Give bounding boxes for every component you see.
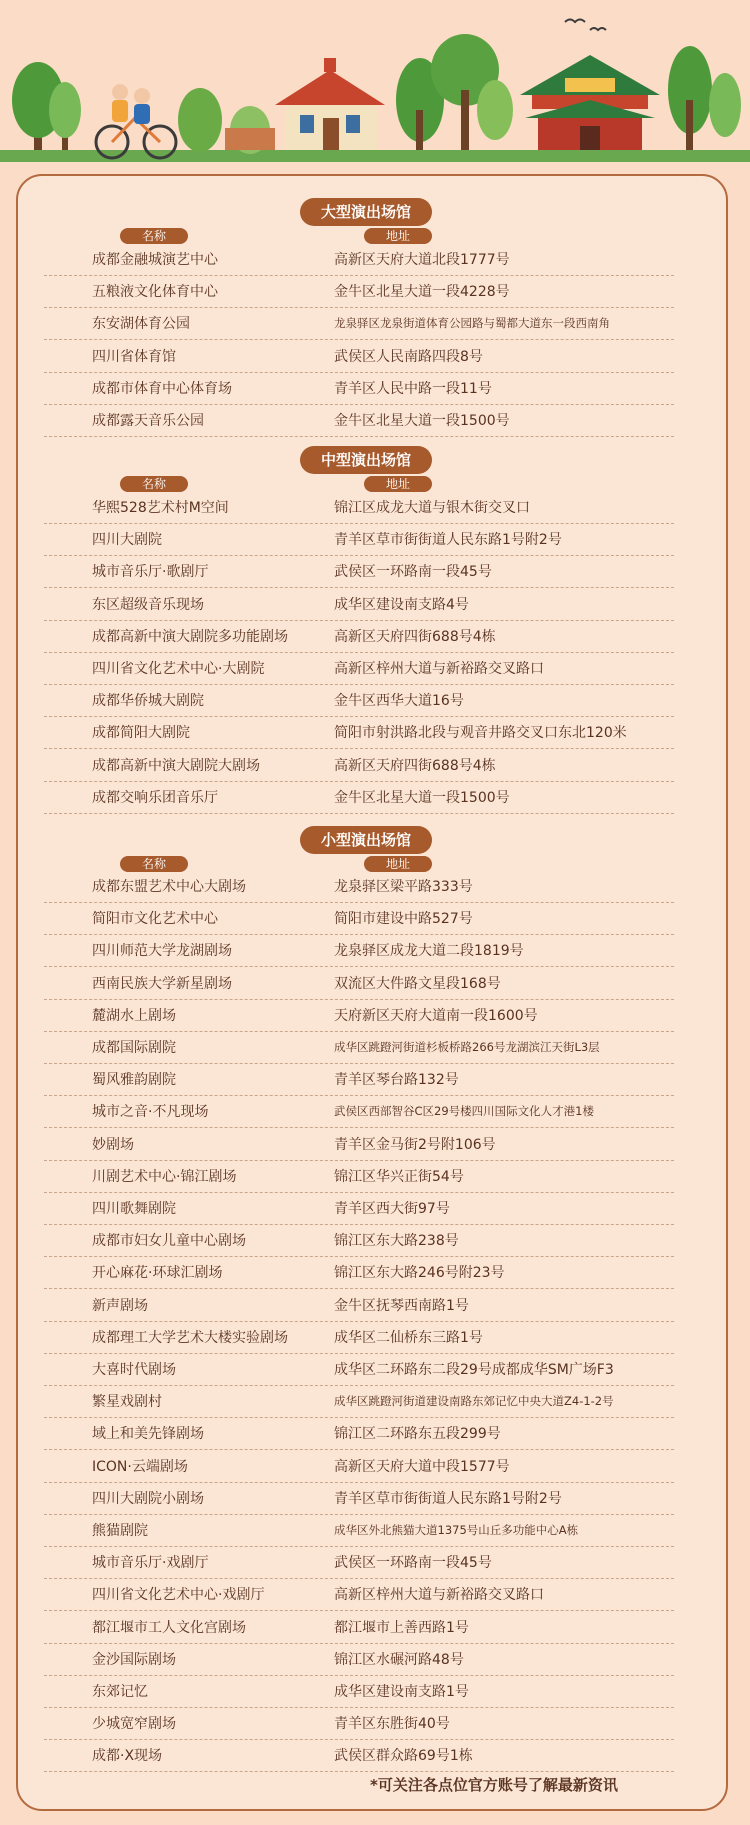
venue-name: 开心麻花·环球汇剧场: [92, 1265, 223, 1282]
venue-address: 高新区梓州大道与新裕路交叉路口: [334, 661, 544, 677]
venue-address: 金牛区北星大道一段1500号: [334, 413, 510, 429]
venue-row: [44, 404, 674, 437]
venue-row: [44, 275, 674, 308]
venue-address: 青羊区西大街97号: [334, 1201, 450, 1217]
venue-row: [44, 1675, 674, 1708]
venue-row: [44, 1385, 674, 1418]
venue-name: 华熙528艺术村M空间: [92, 500, 229, 516]
venue-name: 成都华侨城大剧院: [92, 693, 204, 710]
venue-name: 城市音乐厅·戏剧厅: [92, 1555, 209, 1572]
venue-name: 四川省文化艺术中心·大剧院: [92, 661, 265, 677]
venue-address: 金牛区北星大道一段4228号: [334, 284, 510, 301]
venue-address: 成华区跳蹬河街道杉板桥路266号龙湖滨江天街L3层: [334, 1040, 600, 1054]
venue-name: 四川大剧院小剧场: [92, 1490, 204, 1507]
venue-address: 青羊区人民中路一段11号: [334, 380, 492, 397]
venue-address: 金牛区西华大道16号: [334, 693, 464, 710]
venue-address: 锦江区东大路238号: [334, 1233, 459, 1250]
venue-row: [44, 934, 674, 967]
venue-name: 大喜时代剧场: [92, 1362, 176, 1378]
address-column-label: 地址: [364, 476, 432, 492]
venue-address: 青羊区草市街街道人民东路1号附2号: [334, 532, 562, 549]
venue-name: 都江堰市工人文化宫剧场: [92, 1619, 246, 1636]
venue-address: 成华区建设南支路4号: [334, 596, 469, 613]
venue-row: [44, 1643, 674, 1676]
venue-row: [44, 555, 674, 588]
venue-address: 都江堰市上善西路1号: [334, 1619, 469, 1636]
venue-address: 龙泉驿区梁平路333号: [334, 879, 473, 895]
venue-name: 五粮液文化体育中心: [92, 284, 218, 301]
venue-name: 新声剧场: [92, 1297, 148, 1314]
venue-name: 成都简阳大剧院: [92, 725, 190, 742]
venue-row: [44, 1450, 674, 1483]
venue-name: 成都·X现场: [92, 1748, 163, 1765]
venue-address: 武侯区群众路69号1栋: [334, 1748, 473, 1765]
venue-name: 繁星戏剧村: [92, 1394, 162, 1411]
venue-row: [44, 1514, 674, 1547]
venue-address: 简阳市建设中路527号: [334, 911, 473, 928]
venue-name: 城市之音·不凡现场: [92, 1104, 209, 1121]
venue-name: 成都金融城演艺中心: [92, 252, 218, 268]
venue-name: 金沙国际剧场: [92, 1651, 176, 1668]
venue-row: [44, 1128, 674, 1161]
venue-address: 高新区天府大道北段1777号: [334, 252, 510, 268]
venue-row: [44, 1289, 674, 1322]
venue-name: 域上和美先锋剧场: [92, 1426, 204, 1443]
venue-row: [44, 902, 674, 935]
venue-name: 四川大剧院: [92, 532, 162, 549]
name-column-label: 名称: [120, 228, 188, 244]
venue-row: [44, 716, 674, 749]
venue-name: 成都市妇女儿童中心剧场: [92, 1233, 246, 1250]
name-column-label: 名称: [120, 856, 188, 872]
footnote: *可关注各点位官方账号了解最新资讯: [370, 1776, 618, 1794]
venue-address: 青羊区草市街街道人民东路1号附2号: [334, 1490, 562, 1507]
venue-row: [44, 999, 674, 1032]
venue-row: [44, 870, 674, 903]
venue-row: [44, 652, 674, 685]
venue-row: [44, 243, 674, 276]
venue-row: [44, 1353, 674, 1386]
venue-row: [44, 1578, 674, 1611]
venue-address: 青羊区东胜街40号: [334, 1716, 450, 1733]
venue-row: [44, 372, 674, 405]
venue-address: 武侯区人民南路四段8号: [334, 348, 483, 365]
venue-name: 城市音乐厅·歌剧厅: [92, 564, 209, 581]
venue-row: [44, 1063, 674, 1096]
venue-address: 高新区天府大道中段1577号: [334, 1458, 510, 1475]
venue-row: [44, 1095, 674, 1128]
venue-row: [44, 1739, 674, 1772]
venue-name: 东安湖体育公园: [92, 316, 190, 333]
name-column-label: 名称: [120, 476, 188, 492]
venue-address: 龙泉驿区龙泉街道体育公园路与蜀都大道东一段西南角: [334, 316, 610, 331]
venue-address: 锦江区华兴正街54号: [334, 1168, 464, 1185]
venue-name: 四川歌舞剧院: [92, 1201, 176, 1217]
venue-address: 武侯区一环路南一段45号: [334, 564, 492, 581]
venue-name: 成都理工大学艺术大楼实验剧场: [92, 1329, 288, 1346]
venue-name: 成都国际剧院: [92, 1040, 176, 1056]
venue-name: 四川师范大学龙湖剧场: [92, 943, 232, 960]
venue-row: [44, 781, 674, 814]
venue-address: 成华区建设南支路1号: [334, 1684, 469, 1700]
venue-row: [44, 684, 674, 717]
venue-row: [44, 1256, 674, 1289]
venue-address: 金牛区抚琴西南路1号: [334, 1297, 469, 1314]
venue-address: 高新区梓州大道与新裕路交叉路口: [334, 1587, 544, 1604]
venue-name: 少城宽窄剧场: [92, 1716, 176, 1733]
venue-row: [44, 1482, 674, 1515]
venue-name: 成都露天音乐公园: [92, 413, 204, 429]
venue-address: 成华区跳蹬河街道建设南路东郊记忆中央大道Z4-1-2号: [334, 1394, 614, 1409]
venue-address: 金牛区北星大道一段1500号: [334, 789, 510, 806]
venue-row: [44, 967, 674, 1000]
venue-address: 高新区天府四街688号4栋: [334, 757, 496, 774]
venue-address: 简阳市射洪路北段与观音井路交叉口东北120米: [334, 725, 627, 742]
venue-name: 熊猫剧院: [92, 1523, 148, 1539]
venue-row: [44, 1611, 674, 1644]
venue-address: 青羊区金马街2号附106号: [334, 1136, 496, 1153]
address-column-label: 地址: [364, 856, 432, 872]
venue-address: 武侯区西部智谷C区29号楼四川国际文化人才港1楼: [334, 1104, 594, 1119]
venue-name: 四川省文化艺术中心·戏剧厅: [92, 1587, 265, 1604]
venue-address: 武侯区一环路南一段45号: [334, 1555, 492, 1572]
venue-row: [44, 588, 674, 621]
venue-address: 双流区大件路文星段168号: [334, 975, 501, 992]
venue-address: 锦江区二环路东五段299号: [334, 1426, 501, 1443]
address-column-label: 地址: [364, 228, 432, 244]
venue-name: 成都交响乐团音乐厅: [92, 789, 218, 806]
venue-name: 麓湖水上剧场: [92, 1007, 176, 1024]
section-title: 大型演出场馆: [300, 198, 432, 226]
venue-address: 高新区天府四街688号4栋: [334, 628, 496, 645]
venue-row: [44, 749, 674, 782]
venue-name: 蜀风雅韵剧院: [92, 1072, 176, 1089]
venue-name: 川剧艺术中心·锦江剧场: [92, 1168, 237, 1185]
venue-address: 锦江区成龙大道与银木街交叉口: [334, 500, 530, 516]
section-title: 中型演出场馆: [300, 446, 432, 474]
venue-row: [44, 1031, 674, 1064]
venue-address: 成华区二环路东二段29号成都成华SM广场F3: [334, 1362, 614, 1378]
venue-row: [44, 1707, 674, 1740]
venue-address: 天府新区天府大道南一段1600号: [334, 1007, 538, 1024]
venue-name: 成都高新中演大剧院多功能剧场: [92, 628, 288, 645]
venue-name: 妙剧场: [92, 1136, 134, 1153]
venue-address: 锦江区水碾河路48号: [334, 1651, 464, 1668]
venue-name: 东区超级音乐现场: [92, 596, 204, 613]
venue-name: 简阳市文化艺术中心: [92, 911, 218, 928]
section-title: 小型演出场馆: [300, 826, 432, 854]
venue-row: [44, 491, 674, 524]
venue-address: 锦江区东大路246号附23号: [334, 1265, 505, 1282]
venue-address: 龙泉驿区成龙大道二段1819号: [334, 943, 524, 960]
venue-address: 成华区外北熊猫大道1375号山丘多功能中心A栋: [334, 1523, 579, 1537]
venue-row: [44, 1192, 674, 1225]
banner-illustration: [0, 0, 750, 165]
venue-row: [44, 1160, 674, 1193]
venue-address: 成华区二仙桥东三路1号: [334, 1329, 483, 1346]
venue-row: [44, 1546, 674, 1579]
venue-row: [44, 1417, 674, 1450]
venue-name: ICON·云端剧场: [92, 1458, 188, 1475]
venue-name: 成都高新中演大剧院大剧场: [92, 757, 260, 774]
venue-name: 四川省体育馆: [92, 348, 176, 365]
venue-name: 成都东盟艺术中心大剧场: [92, 879, 246, 895]
venue-row: [44, 340, 674, 373]
venue-address: 青羊区琴台路132号: [334, 1072, 459, 1089]
venue-row: [44, 307, 674, 340]
venue-row: [44, 1321, 674, 1354]
venue-name: 成都市体育中心体育场: [92, 380, 232, 397]
venue-name: 东郊记忆: [92, 1684, 148, 1700]
venue-row: [44, 1224, 674, 1257]
venue-name: 西南民族大学新星剧场: [92, 975, 232, 992]
venue-row: [44, 523, 674, 556]
venue-row: [44, 620, 674, 653]
